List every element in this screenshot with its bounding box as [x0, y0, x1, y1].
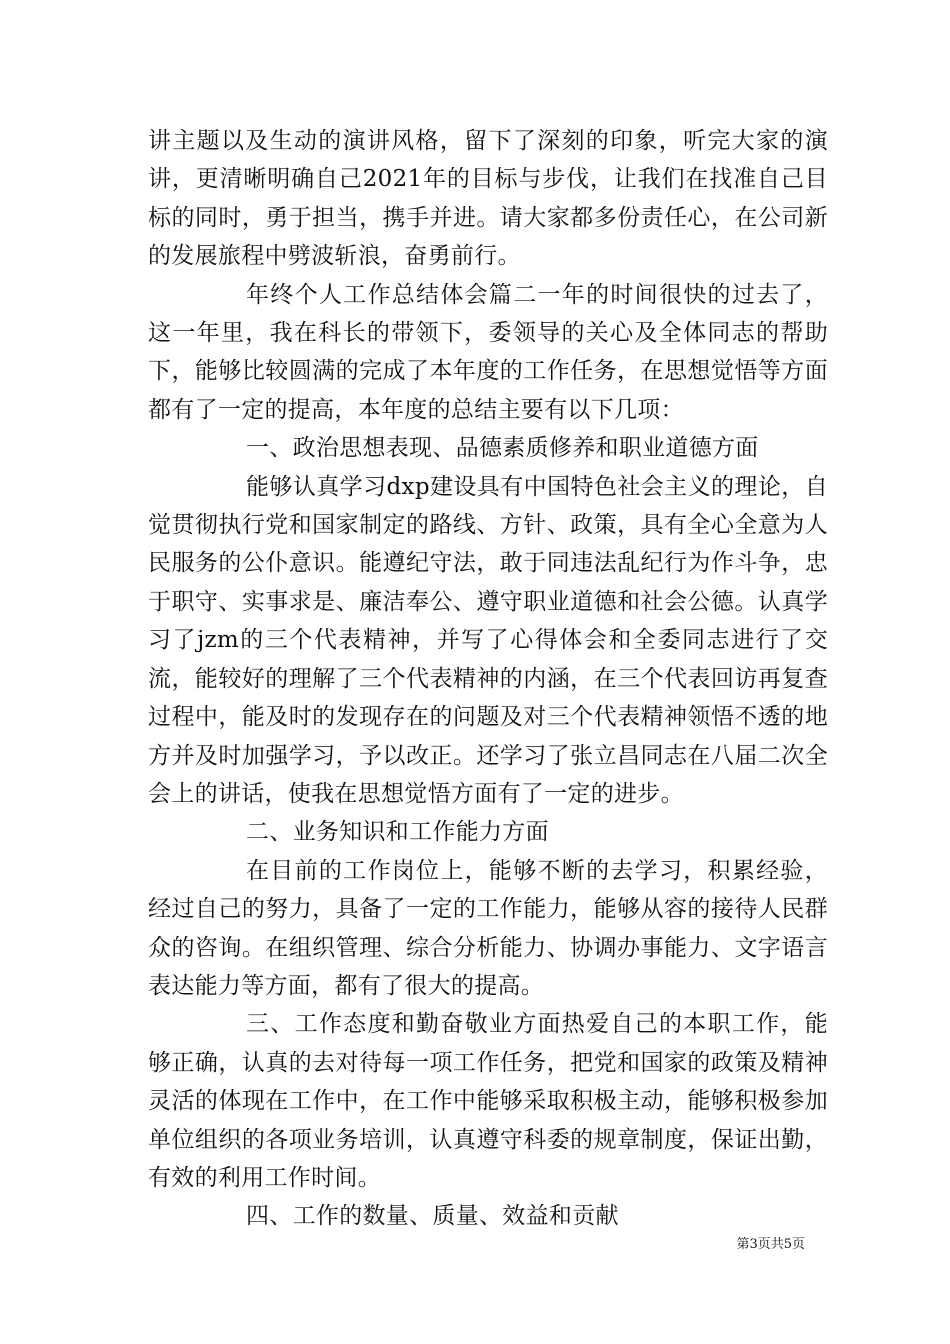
paragraph-continuation: 讲主题以及生动的演讲风格，留下了深刻的印象，听完大家的演讲，更清晰明确自己2021年的目标与步伐，让我们在找准自己目标的同时，勇于担当，携手并进。请大家都多份责任心，在公司新的发展旅程中劈波斩浪，奋勇前行。: [148, 128, 828, 270]
paragraph-political: 能够认真学习dxp建设具有中国特色社会主义的理论，自觉贯彻执行党和国家制定的路线、方针、政策，具有全心全意为人民服务的公仆意识。能遵纪守法，敢于同违法乱纪行为作斗争，忠于职守、实事求是、廉洁奉公、遵守职业道德和社会公德。认真学习了jzm的三个代表精神，并写了心得体会和全委同志进行了交流，能较好的理解了三个代表精神的内涵，在三个代表回访再复查过程中，能及时的发现存在的问题及对三个代表精神领悟不透的地方并及时加强学习，予以改正。还学习了张立昌同志在八届二次全会上的讲话，使我在思想觉悟方面有了一定的进步。: [148, 473, 828, 807]
paragraph-work-attitude: 三、工作态度和勤奋敬业方面热爱自己的本职工作，能够正确，认真的去对待每一项工作任务，把党和国家的政策及精神灵活的体现在工作中，在工作中能够采取积极主动，能够积极参加单位组织的各项业务培训，认真遵守科委的规章制度，保证出勤，有效的利用工作时间。: [148, 1011, 828, 1191]
page-number: 第3页共5页: [736, 1237, 805, 1252]
section-heading-output: 四、工作的数量、质量、效益和贡献: [246, 1203, 619, 1230]
paragraph-summary-intro: 年终个人工作总结体会篇二一年的时间很快的过去了，这一年里，我在科长的带领下，委领导的关心及全体同志的帮助下，能够比较圆满的完成了本年度的工作任务，在思想觉悟等方面都有了一定的提高，本年度的总结主要有以下几项：: [148, 281, 828, 423]
section-heading-business: 二、业务知识和工作能力方面: [246, 819, 549, 846]
paragraph-business: 在目前的工作岗位上，能够不断的去学习，积累经验，经过自己的努力，具备了一定的工作能力，能够从容的接待人民群众的咨询。在组织管理、综合分析能力、协调办事能力、文字语言表达能力等方面，都有了很大的提高。: [148, 857, 828, 999]
section-heading-political: 一、政治思想表现、品德素质修养和职业道德方面: [246, 435, 759, 462]
document-body: [148, 122, 828, 1236]
